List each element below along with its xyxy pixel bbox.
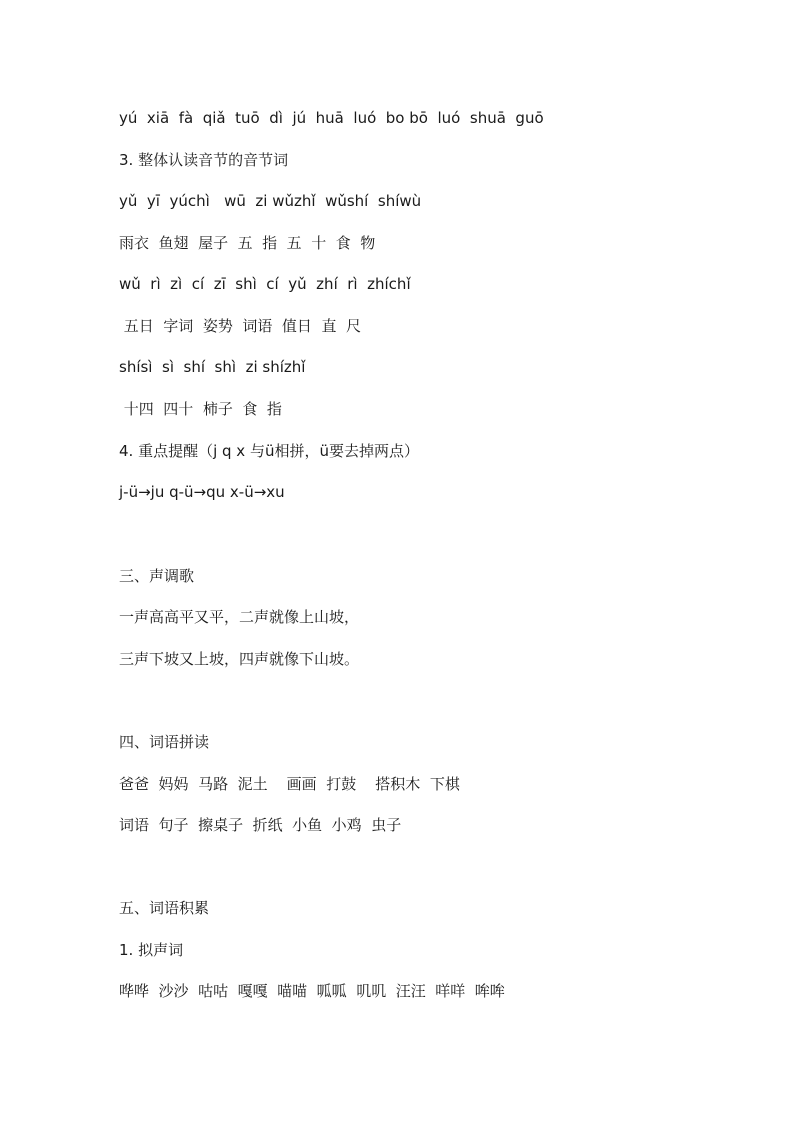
section-heading-4: 四、词语拼读 — [119, 733, 210, 751]
rule-line: j-ü→ju q-ü→qu x-ü→xu — [119, 483, 285, 501]
subheading-1: 1. 拟声词 — [119, 941, 184, 959]
onomatopoeia-line: 哗哗 沙沙 咕咕 嘎嘎 喵喵 呱呱 叽叽 汪汪 咩咩 哞哞 — [119, 982, 505, 1000]
word-line-3: 十四 四十 柿子 食 指 — [119, 400, 282, 418]
word-line-5: 词语 句子 擦桌子 折纸 小鱼 小鸡 虫子 — [119, 816, 402, 834]
song-line-2: 三声下坡又上坡，四声就像下山坡。 — [119, 650, 360, 668]
song-line-1: 一声高高平又平，二声就像上山坡， — [119, 608, 360, 626]
pinyin-line-2: yǔ yī yúchì wū zi wǔzhǐ wǔshí shíwù — [119, 192, 422, 210]
section-heading-5: 五、词语积累 — [119, 899, 210, 917]
pinyin-line-4: shísì sì shí shì zi shízhǐ — [119, 358, 306, 376]
word-line-4: 爸爸 妈妈 马路 泥土 画画 打鼓 搭积木 下棋 — [119, 775, 460, 793]
pinyin-line-1: yú xiā fà qiǎ tuō dì jú huā luó bo bō luó shuā guō — [119, 109, 544, 127]
pinyin-line-3: wǔ rì zì cí zī shì cí yǔ zhí rì zhíchǐ — [119, 275, 411, 293]
word-line-1: 雨衣 鱼翅 屋子 五 指 五 十 食 物 — [119, 234, 376, 252]
subheading-4: 4. 重点提醒（j q x 与ü相拼，ü要去掉两点） — [119, 442, 419, 460]
word-line-2: 五日 字词 姿势 词语 值日 直 尺 — [119, 317, 361, 335]
section-heading-3: 三、声调歌 — [119, 567, 195, 585]
subheading-3: 3. 整体认读音节的音节词 — [119, 151, 289, 169]
